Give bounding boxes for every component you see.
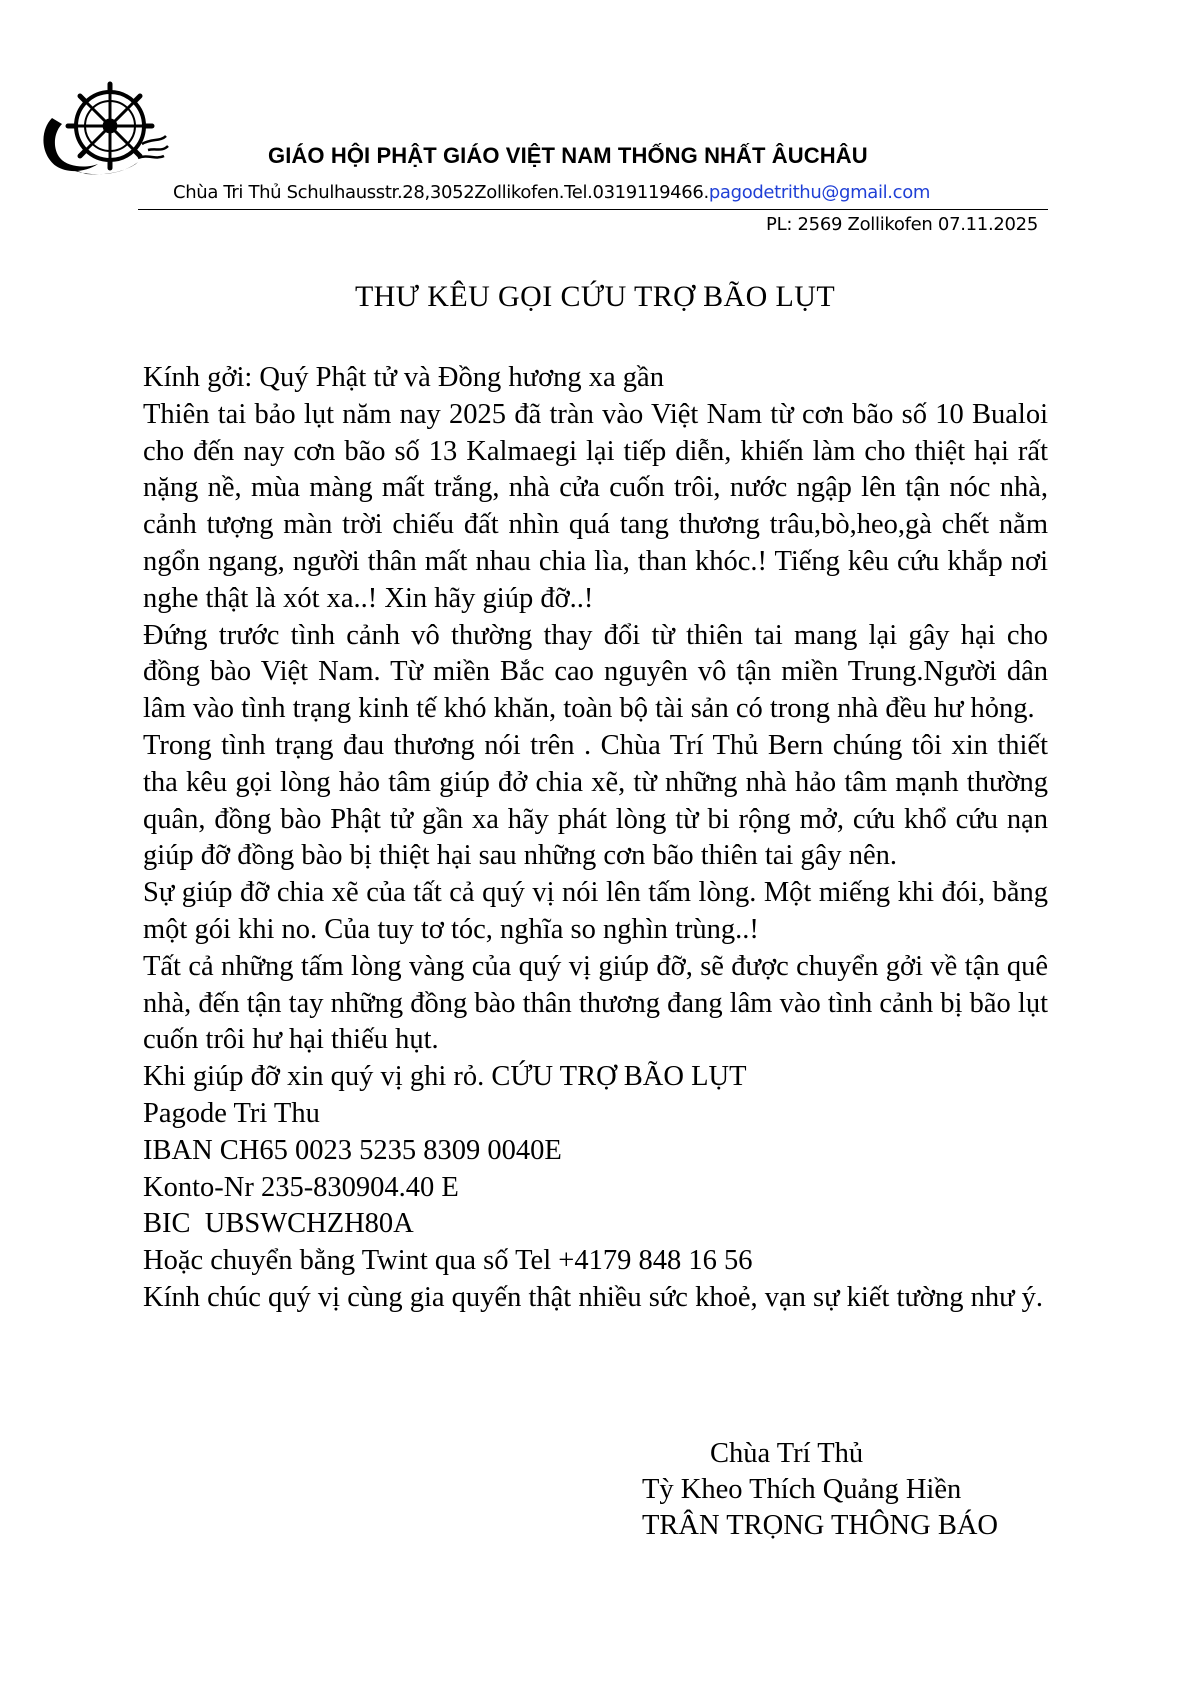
paragraph-appeal: Trong tình trạng đau thương nói trên . Chùa Trí Thủ Bern chúng tôi xin thiết tha kêu gọi lòng hảo tâm giúp đở chia xẽ, từ những nhà hảo tâm mạnh thường quân, đồng bào Phật tử gần xa hãy phát lòng từ bi rộng mở, cứu khổ cứu nạn giúp đỡ đồng bào bị thiệt hại sau những cơn bão thiên tai gây nên. <box>143 729 1048 872</box>
email-link[interactable]: pagodetrithu@gmail.com <box>708 182 931 203</box>
paragraph-disaster: Thiên tai bảo lụt năm nay 2025 đã tràn vào Việt Nam từ cơn bão số 10 Bualoi cho đến nay cơn bão số 13 Kalmaegi lại tiếp diễn, khiến làm cho thiệt hại rất nặng nề, mùa màng mất trắng, nhà cửa cuốn trôi, nước ngập lên tận nóc nhà, cảnh tượng màn trời chiếu đất nhìn quá tang thương trâu,bò,heo,gà chết nằm ngổn ngang, người thân mất nhau chia lìa, than khóc.! Tiếng kêu cứu khắp nơi nghe thật là xót xa..! Xin hãy giúp đỡ..! <box>143 398 1048 614</box>
iban: IBAN CH65 0023 5235 8309 0040E <box>143 1134 562 1166</box>
paragraph-situation: Đứng trước tình cảnh vô thường thay đổi từ thiên tai mang lại gây hại cho đồng bào Việt Nam. Từ miền Bắc cao nguyên vô tận miền Trung.Người dân lâm vào tình trạng kinh tế khó khăn, toàn bộ tài sản có trong nhà đều hư hỏng. <box>143 619 1048 725</box>
donation-instruction: Khi giúp đỡ xin quý vị ghi rỏ. CỨU TRỢ BÃO LỤT <box>143 1061 747 1093</box>
paragraph-sharing: Sự giúp đỡ chia xẽ của tất cả quý vị nói lên tấm lòng. Một miếng khi đói, bằng một gói khi no. Của tuy tơ tóc, nghĩa so nghìn trùng..! <box>143 877 1048 945</box>
twint-info: Hoặc chuyển bằng Twint qua số Tel +4179 848 16 56 <box>143 1245 753 1277</box>
organization-name: GIÁO HỘI PHẬT GIÁO VIỆT NAM THỐNG NHẤT ÂUCHÂU <box>268 143 868 168</box>
greeting: Kính gởi: Quý Phật tử và Đồng hương xa gần <box>143 362 664 393</box>
bic: BIC UBSWCHZH80A <box>143 1208 414 1240</box>
signature-monk: Tỳ Kheo Thích Quảng Hiền <box>642 1474 962 1505</box>
letter-title: THƯ KÊU GỌI CỨU TRỢ BÃO LỤT <box>354 280 836 313</box>
signature-temple: Chùa Trí Thủ <box>710 1438 864 1469</box>
date-line: PL: 2569 Zollikofen 07.11.2025 <box>766 214 1038 235</box>
closing-wishes: Kính chúc quý vị cùng gia quyến thật nhiều sức khoẻ, vạn sự kiết tường như ý. <box>143 1281 1044 1313</box>
dharma-wheel-icon <box>68 84 152 168</box>
address-text: Chùa Tri Thủ Schulhausstr.28,3052Zollikofen.Tel.0319119466. <box>173 182 709 203</box>
letter-body <box>143 360 1048 1317</box>
signature-notice: TRÂN TRỌNG THÔNG BÁO <box>642 1510 998 1541</box>
payee-name: Pagode Tri Thu <box>143 1097 320 1129</box>
address-line <box>173 182 1033 203</box>
dharma-wheel-logo <box>38 78 170 182</box>
paragraph-delivery: Tất cả những tấm lòng vàng của quý vị giúp đỡ, sẽ được chuyển gởi về tận quê nhà, đến tận tay những đồng bào thân thương đang lâm vào tình cảnh bị bão lụt cuốn trôi hư hại thiếu hụt. <box>143 950 1048 1056</box>
account-number: Konto-Nr 235-830904.40 E <box>143 1171 459 1203</box>
header-divider <box>138 209 1048 210</box>
